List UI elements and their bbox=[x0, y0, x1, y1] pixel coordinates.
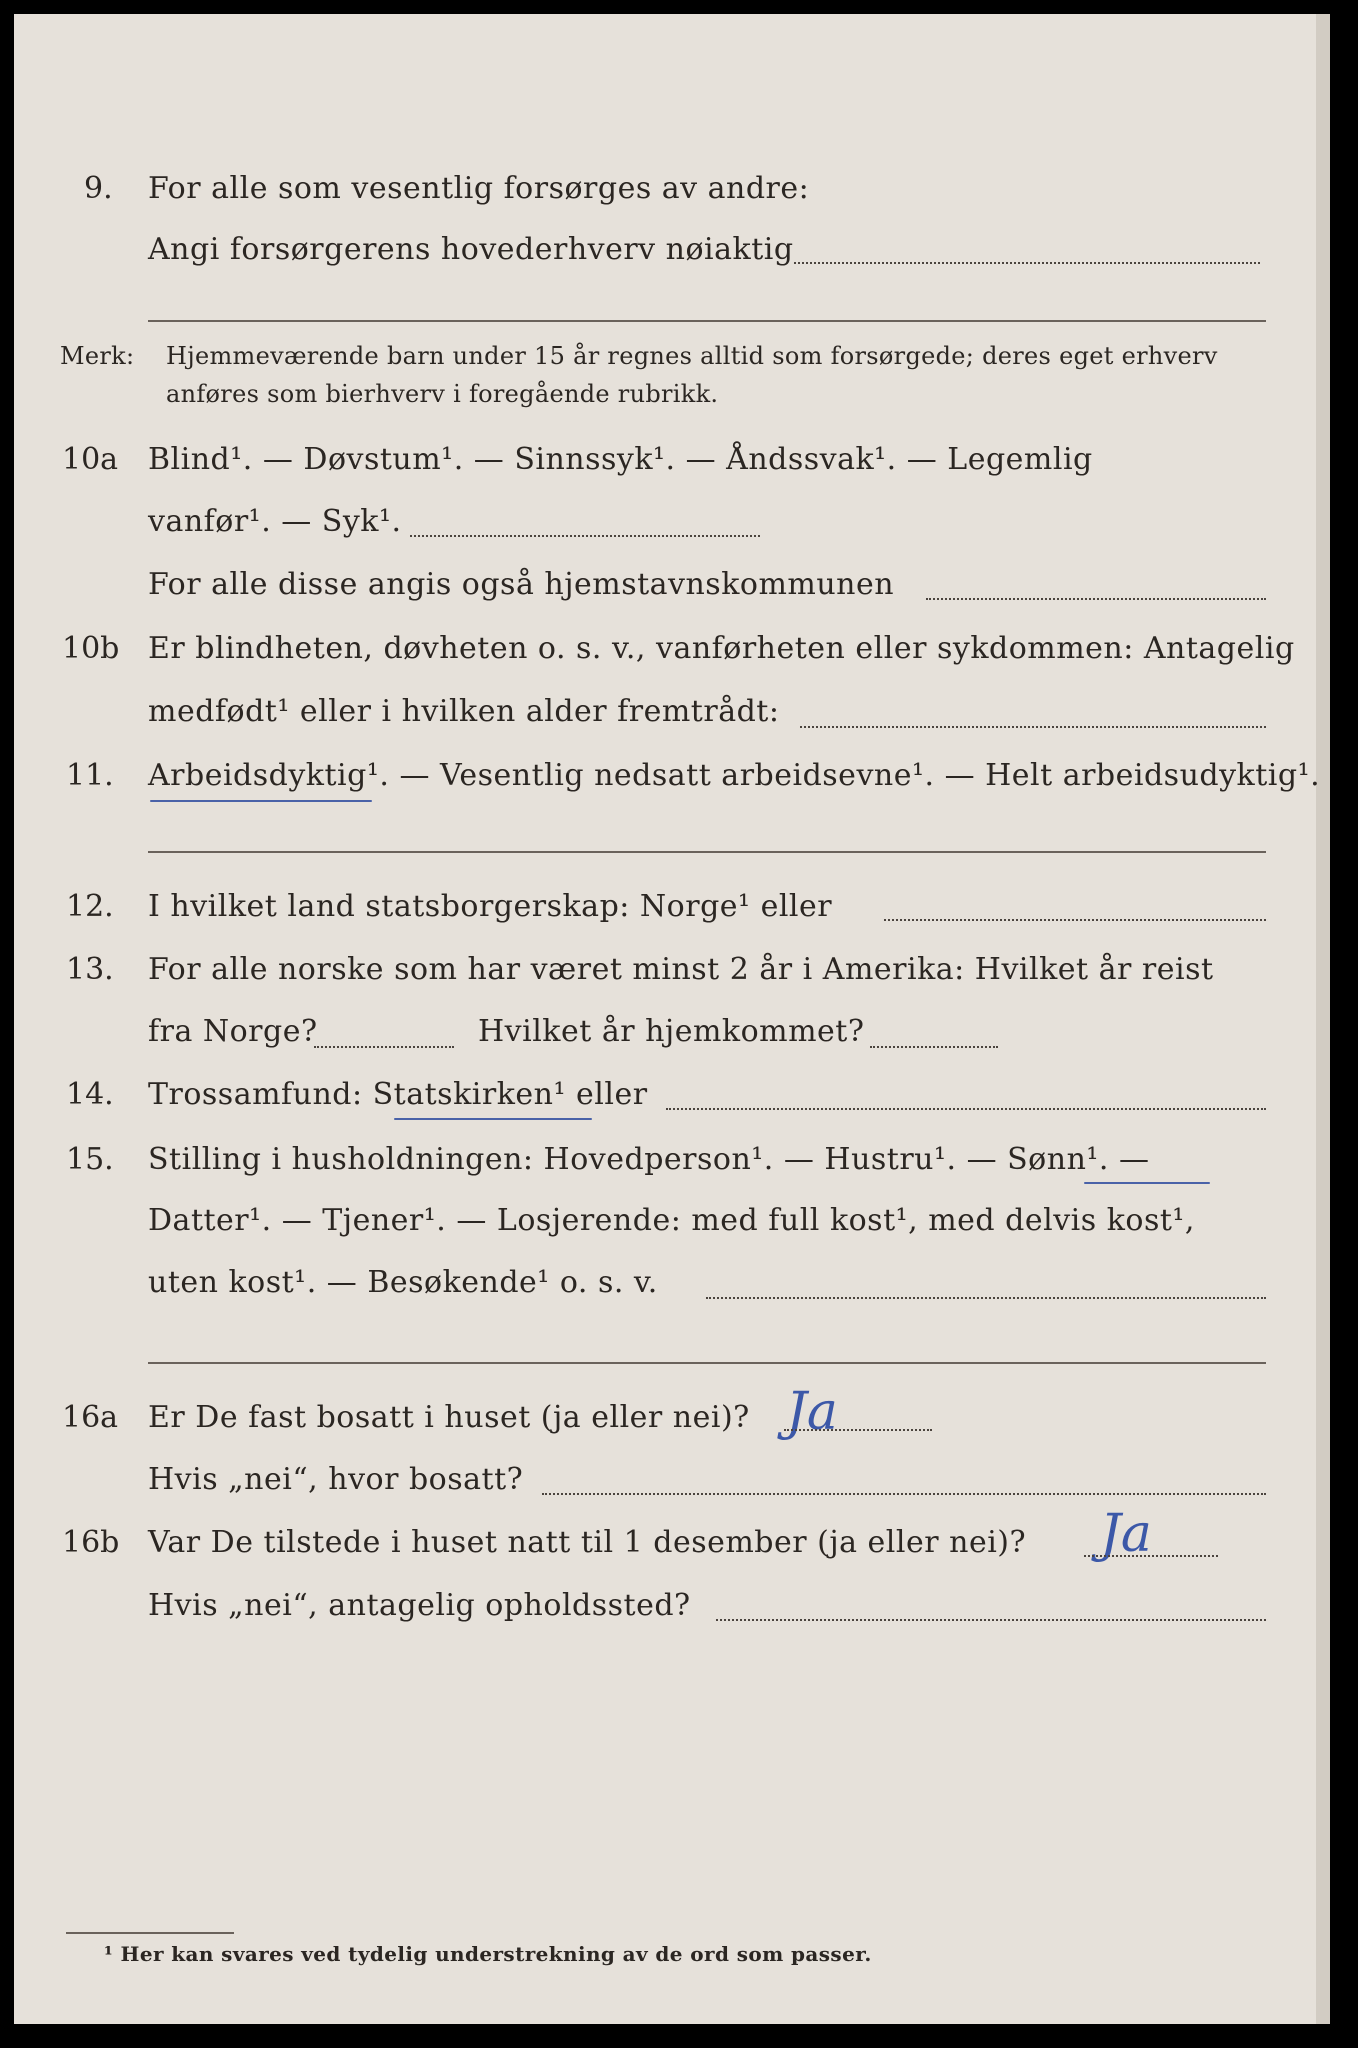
question-number: 16a bbox=[62, 1400, 119, 1435]
question-16b-line-2 bbox=[14, 1588, 1330, 1638]
answer-field-q15-line-2[interactable] bbox=[148, 1362, 1266, 1364]
note-text: anføres som bierhverv i foregående rubrikk. bbox=[166, 380, 719, 408]
answer-field-q10b[interactable] bbox=[800, 726, 1266, 728]
question-number: 13. bbox=[66, 952, 114, 987]
question-text: Angi forsørgerens hovederhverv nøiaktig bbox=[148, 232, 794, 267]
note-label: Merk: bbox=[60, 342, 135, 370]
question-text: Er blindheten, døvheten o. s. v., vanførheten eller sykdommen: Antagelig bbox=[148, 631, 1295, 666]
question-10b bbox=[14, 631, 1330, 681]
question-text: Hvilket år hjemkommet? bbox=[478, 1014, 865, 1049]
question-text: Trossamfund: Statskirken¹ eller bbox=[148, 1077, 648, 1112]
footnote-rule bbox=[66, 1932, 234, 1934]
answer-field-q12[interactable] bbox=[884, 919, 1266, 921]
note-text: Hjemmeværende barn under 15 år regnes alltid som forsørgede; deres eget erhverv bbox=[166, 342, 1218, 370]
question-9-line-2 bbox=[14, 232, 1330, 282]
question-15-line-3 bbox=[14, 1265, 1330, 1315]
question-number: 9. bbox=[84, 171, 113, 206]
handwritten-answer-16b: Ja bbox=[1100, 1504, 1152, 1564]
question-number: 16b bbox=[62, 1525, 120, 1560]
question-text: For alle norske som har været minst 2 år i Amerika: Hvilket år reist bbox=[148, 952, 1214, 987]
question-16a bbox=[14, 1400, 1330, 1450]
question-text: medfødt¹ eller i hvilken alder fremtrådt: bbox=[148, 694, 780, 729]
question-text: Var De tilstede i huset natt til 1 desember (ja eller nei)? bbox=[148, 1525, 1027, 1560]
question-text: Blind¹. — Døvstum¹. — Sinnssyk¹. — Åndssvak¹. — Legemlig bbox=[148, 442, 1093, 477]
question-text: Er De fast bosatt i huset (ja eller nei)? bbox=[148, 1400, 750, 1435]
answer-field-q14[interactable] bbox=[666, 1108, 1266, 1110]
question-text: fra Norge? bbox=[148, 1014, 318, 1049]
answer-field-q9[interactable] bbox=[794, 262, 1260, 264]
question-number: 14. bbox=[66, 1077, 114, 1112]
question-15 bbox=[14, 1142, 1330, 1192]
question-number: 15. bbox=[66, 1142, 114, 1177]
question-15-line-2 bbox=[14, 1203, 1330, 1253]
note-line-2 bbox=[14, 380, 1330, 430]
question-text: Hvis „nei“, hvor bosatt? bbox=[148, 1462, 524, 1497]
answer-field-q10a-kommune[interactable] bbox=[926, 598, 1266, 600]
question-text: Stilling i husholdningen: Hovedperson¹. — Hustru¹. — Sønn¹. — bbox=[148, 1142, 1150, 1177]
question-9 bbox=[14, 171, 1330, 221]
question-13-line-2 bbox=[14, 1014, 1330, 1064]
question-text: I hvilket land statsborgerskap: Norge¹ eller bbox=[148, 889, 833, 924]
question-13 bbox=[14, 952, 1330, 1002]
question-number: 10b bbox=[62, 631, 120, 666]
question-10a bbox=[14, 442, 1330, 492]
question-text: uten kost¹. — Besøkende¹ o. s. v. bbox=[148, 1265, 658, 1300]
answer-field-q16a[interactable] bbox=[784, 1429, 932, 1431]
question-12 bbox=[14, 889, 1330, 939]
question-text: Datter¹. — Tjener¹. — Losjerende: med full kost¹, med delvis kost¹, bbox=[148, 1203, 1195, 1238]
handwritten-answer-16a: Ja bbox=[786, 1382, 838, 1442]
question-text: For alle som vesentlig forsørges av andre: bbox=[148, 171, 810, 206]
question-text: vanfør¹. — Syk¹. bbox=[148, 504, 402, 539]
answer-field-q10a[interactable] bbox=[410, 535, 760, 537]
question-text: For alle disse angis også hjemstavnskommunen bbox=[148, 567, 895, 602]
answer-underline-statskirken bbox=[394, 1118, 592, 1120]
answer-underline-sonn bbox=[1084, 1182, 1210, 1184]
census-form-page bbox=[14, 14, 1330, 2024]
question-10a-line-2 bbox=[14, 504, 1330, 554]
footnote: ¹ Her kan svares ved tydelig understrekning av de ord som passer. bbox=[104, 1942, 872, 1966]
answer-underline-arbeidsdyktig bbox=[150, 800, 372, 802]
question-10b-line-2 bbox=[14, 694, 1330, 744]
answer-field-q13-reist[interactable] bbox=[314, 1046, 454, 1048]
question-text: Arbeidsdyktig¹. — Vesentlig nedsatt arbeidsevne¹. — Helt arbeidsudyktig¹. bbox=[148, 758, 1321, 793]
answer-field-q11[interactable] bbox=[148, 851, 1266, 853]
question-number: 10a bbox=[62, 442, 119, 477]
question-10a-line-3 bbox=[14, 567, 1330, 617]
answer-field-q16b[interactable] bbox=[1084, 1555, 1218, 1557]
question-14 bbox=[14, 1077, 1330, 1127]
question-number: 11. bbox=[66, 758, 114, 793]
answer-field-q16a-bosatt[interactable] bbox=[542, 1493, 1266, 1495]
answer-field-q9-line-2[interactable] bbox=[148, 320, 1266, 322]
answer-field-q15[interactable] bbox=[706, 1297, 1266, 1299]
question-number: 12. bbox=[66, 889, 114, 924]
answer-field-q16b-opphold[interactable] bbox=[716, 1619, 1266, 1621]
answer-field-q13-hjemkommet[interactable] bbox=[870, 1046, 998, 1048]
question-text: Hvis „nei“, antagelig opholdssted? bbox=[148, 1588, 691, 1623]
